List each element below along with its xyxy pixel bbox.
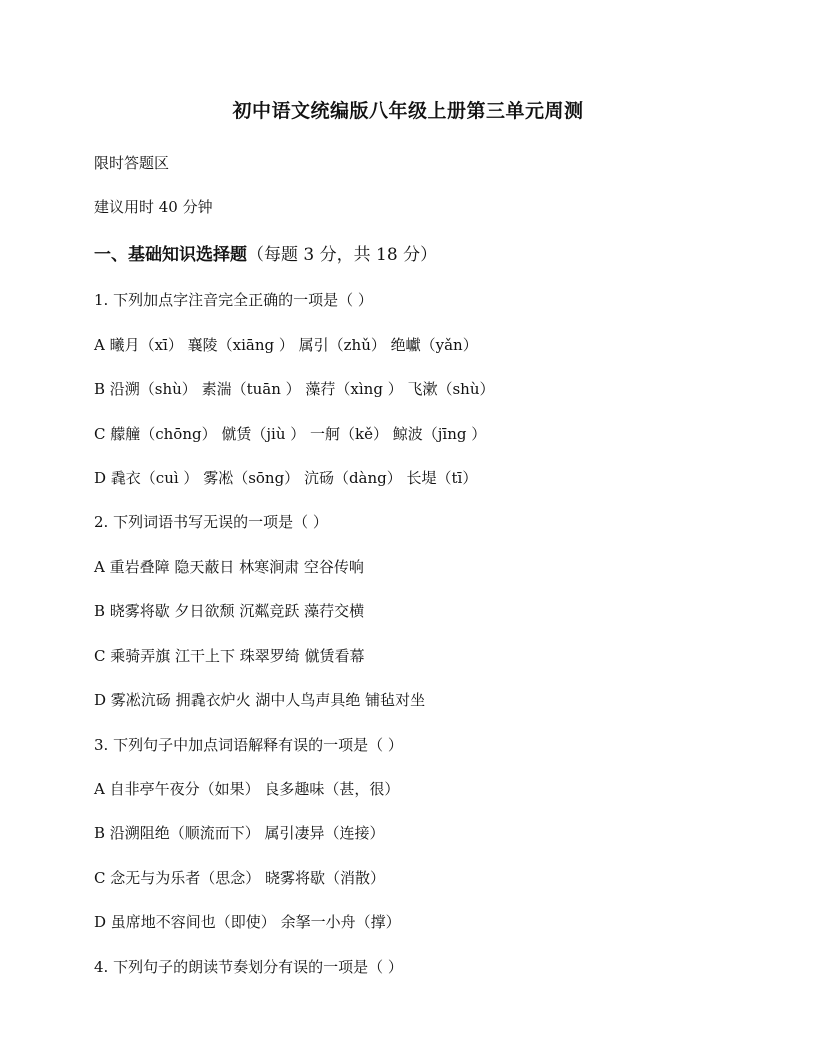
question-1-option-b: B 沿溯（shù） 素湍（tuān ） 藻荇（xìng ） 飞漱（shù） bbox=[94, 380, 495, 398]
question-4-stem: 4. 下列句子的朗读节奏划分有误的一项是（ ） bbox=[94, 958, 403, 976]
section-title: 一、基础知识选择题 bbox=[94, 245, 247, 265]
question-2-option-c: C 乘骑弄旗 江干上下 珠翠罗绮 僦赁看幕 bbox=[94, 647, 365, 665]
question-2-option-b: B 晓雾将歇 夕日欲颓 沉粼竞跃 藻荇交横 bbox=[94, 602, 365, 620]
section-heading bbox=[94, 240, 437, 265]
question-3-option-b: B 沿溯阻绝（顺流而下） 属引凄异（连接） bbox=[94, 824, 385, 842]
question-2-stem: 2. 下列词语书写无误的一项是（ ） bbox=[94, 513, 328, 531]
question-3-option-c: C 念无与为乐者（思念） 晓雾将歇（消散） bbox=[94, 869, 386, 887]
question-2-option-d: D 雾凇沆砀 拥毳衣炉火 湖中人鸟声具绝 铺毡对坐 bbox=[94, 691, 426, 709]
question-3-stem: 3. 下列句子中加点词语解释有误的一项是（ ） bbox=[94, 736, 403, 754]
question-2-option-a: A 重岩叠障 隐天蔽日 林寒涧肃 空谷传响 bbox=[94, 558, 364, 576]
suggested-time-label: 建议用时 40 分钟 bbox=[94, 198, 213, 216]
time-limit-label: 限时答题区 bbox=[94, 154, 170, 172]
section-score-note: （每题 3 分，共 18 分） bbox=[247, 245, 438, 265]
question-1-option-d: D 毳衣（cuì ） 雾凇（sōng） 沆砀（dàng） 长堤（tī） bbox=[94, 469, 478, 487]
page-title: 初中语文统编版八年级上册第三单元周测 bbox=[232, 100, 584, 122]
question-3-option-a: A 自非亭午夜分（如果） 良多趣味（甚，很） bbox=[94, 780, 400, 798]
question-1-stem: 1. 下列加点字注音完全正确的一项是（ ） bbox=[94, 291, 373, 309]
question-1-option-a: A 曦月（xī） 襄陵（xiāng ） 属引（zhǔ） 绝巘（yǎn） bbox=[94, 336, 478, 354]
question-3-option-d: D 虽席地不容间也（即使） 余拏一小舟（撑） bbox=[94, 913, 401, 931]
question-1-option-c: C 艨艟（chōng） 僦赁（jiù ） 一舸（kě） 鲸波（jīng ） bbox=[94, 425, 487, 443]
